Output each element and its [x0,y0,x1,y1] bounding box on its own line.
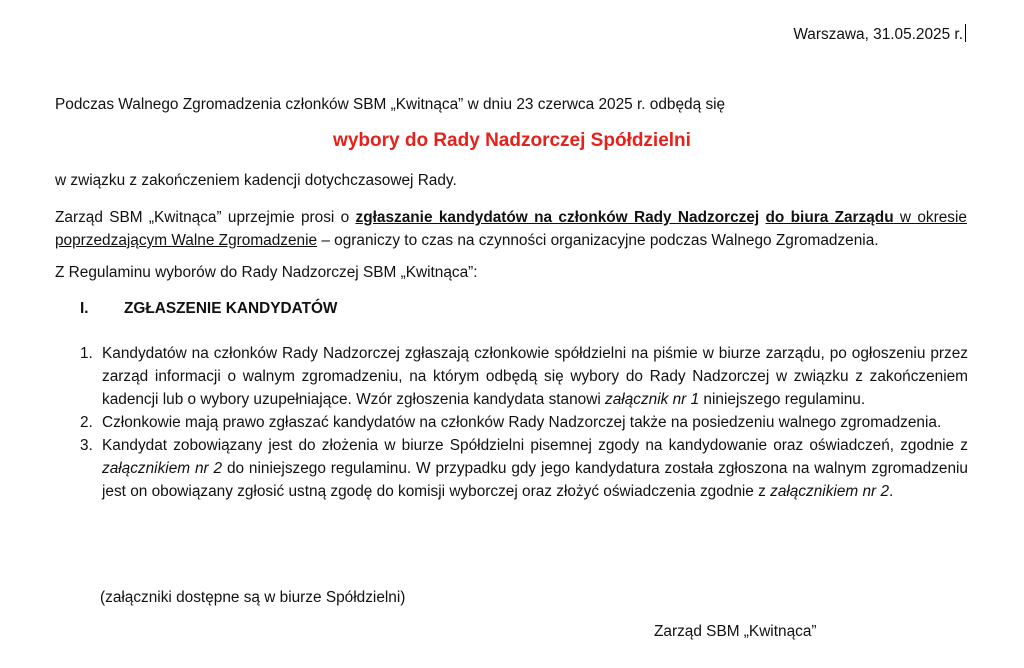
request-bold-candidates: zgłaszanie kandydatów na członków Rady Nadzorczej [355,209,760,226]
request-underline-period: w okresie poprzedzającym Walne Zgromadzenie [55,209,967,249]
list-item-number: 3. [80,437,93,454]
reason-paragraph: w związku z zakończeniem kadencji dotychczasowej Rady. [55,172,457,189]
request-bold-office: do biura Zarządu [765,209,894,226]
attachment-reference: załącznik nr 1 [605,391,700,408]
list-item: 3. Kandydat zobowiązany jest do złożenia w biurze Spółdzielni pisemnej zgody na kandydowanie oraz oświadczeń, zgodnie z załącznikiem nr 2 do niniejszego regulaminu. W przypadku gdy jego kandydatura została zgłoszona na walnym zgromadzeniu jest on obowiązany zgłosić ustną zgodę do komisji wyborczej oraz złożyć oświadczenia zgodnie z załącznikiem nr 2. [80,434,968,503]
list-item-number: 2. [80,414,93,431]
regulation-list [80,342,968,503]
document-date: Warszawa, 31.05.2025 r. [793,24,966,44]
attachments-note: (załączniki dostępne są w biurze Spółdzielni) [100,589,406,606]
regulation-intro: Z Regulaminu wyborów do Rady Nadzorczej SBM „Kwitnąca”: [55,264,478,281]
list-item: 2. Członkowie mają prawo zgłaszać kandydatów na członków Rady Nadzorczej także na posiedzeniu walnego zgromadzenia. [80,411,968,434]
text-cursor [965,24,966,42]
section-number: I. [80,300,89,317]
attachment-reference: załącznikiem nr 2 [102,460,223,477]
headline: wybory do Rady Nadzorczej Spółdzielni [333,130,691,151]
section-title: ZGŁASZENIE KANDYDATÓW [124,300,338,317]
signature: Zarząd SBM „Kwitnąca” [654,623,817,640]
request-paragraph: Zarząd SBM „Kwitnąca” uprzejmie prosi o zgłaszanie kandydatów na członków Rady Nadzorczej do biura Zarządu w okresie poprzedzającym Walne Zgromadzenie – ograniczy to czas na czynności organizacyjne podczas Walnego Zgromadzenia. [55,209,967,249]
list-item-number: 1. [80,345,93,362]
attachment-reference: załącznikiem nr 2 [770,483,890,500]
intro-paragraph: Podczas Walnego Zgromadzenia członków SBM „Kwitnąca” w dniu 23 czerwca 2025 r. odbędą się [55,96,726,113]
list-item: 1. Kandydatów na członków Rady Nadzorczej zgłaszają członkowie spółdzielni na piśmie w biurze zarządu, po ogłoszeniu przez zarząd informacji o walnym zgromadzeniu, na którym odbędą się wybory do Rady Nadzorczej w związku z zakończeniem kadencji lub o wybory uzupełniające. Wzór zgłoszenia kandydata stanowi załącznik nr 1 niniejszego regulaminu. [80,342,968,411]
